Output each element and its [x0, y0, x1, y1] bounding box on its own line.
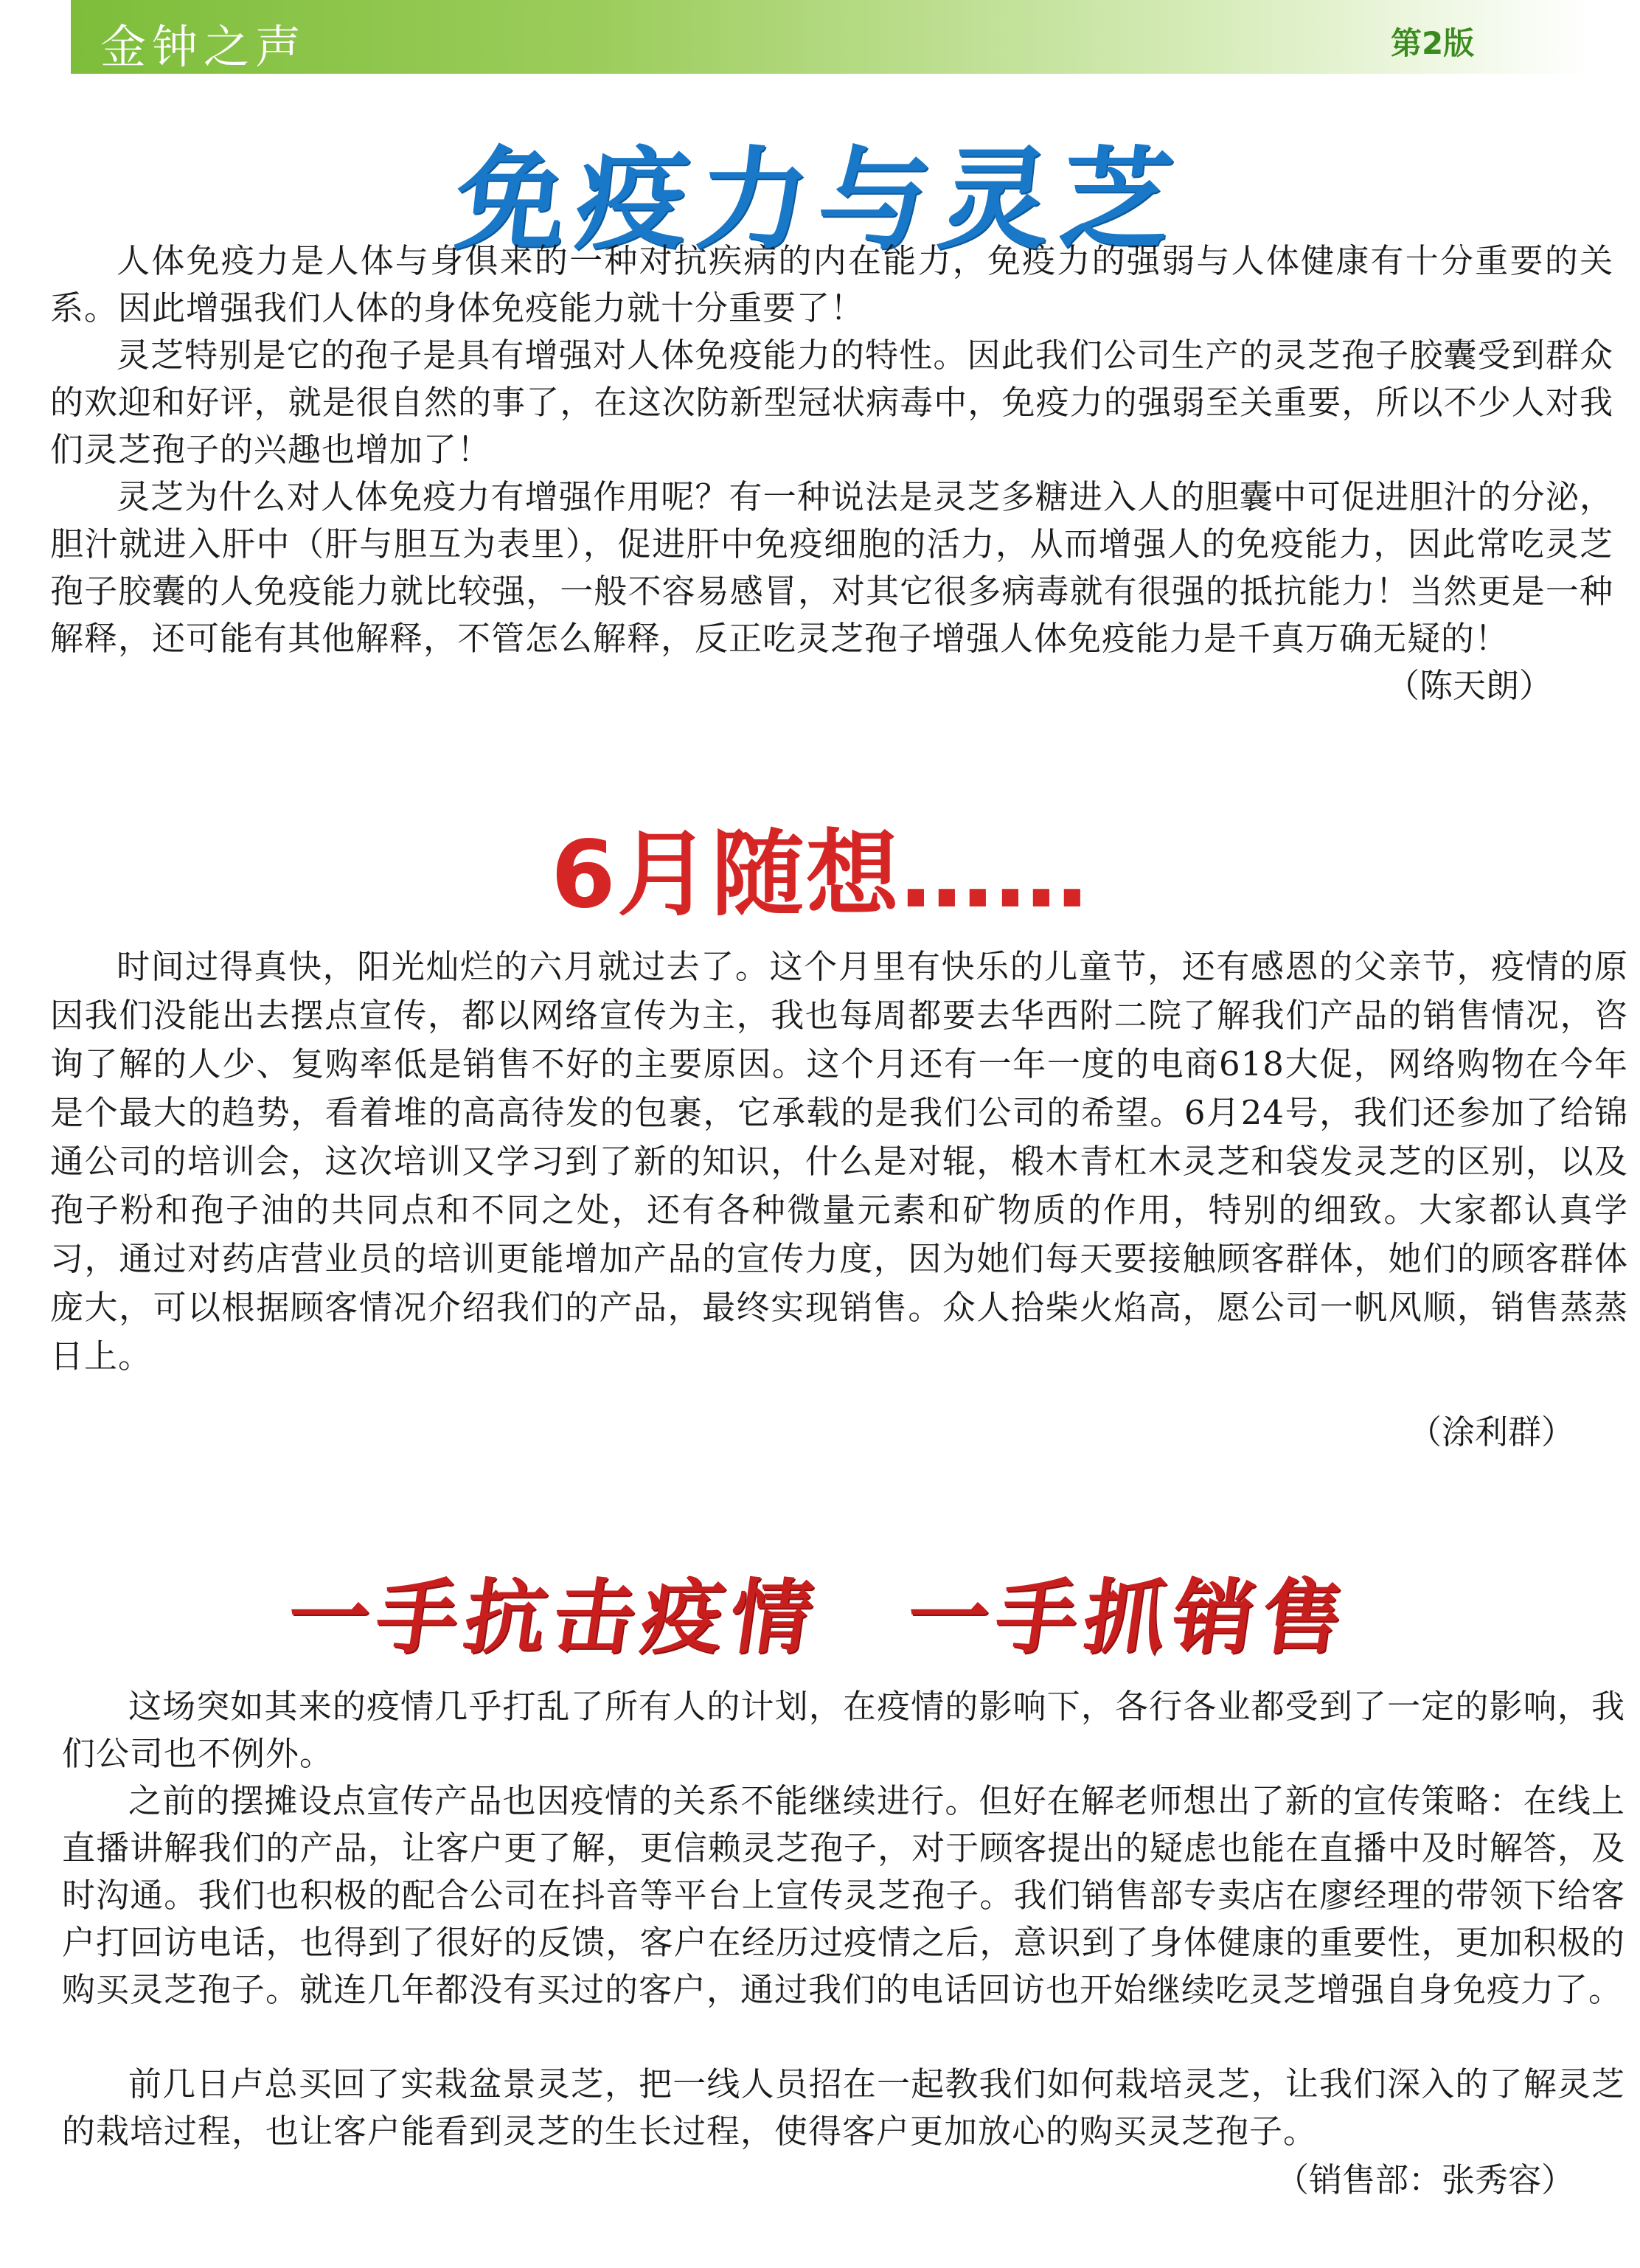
article-title-fight-epidemic-sales: 一手抗击疫情 一手抓销售	[281, 1570, 1357, 1665]
article3-author: （销售部：张秀容）	[1276, 2160, 1575, 2199]
article1-paragraph-3: 灵芝为什么对人体免疫力有增强作用呢？有一种说法是灵芝多糖进入人的胆囊中可促进胆汁的分泌，胆汁就进入肝中（肝与胆互为表里），促进肝中免疫细胞的活力，从而增强人的免疫能力，因此常吃灵芝孢子胶囊的人免疫能力就比较强，一般不容易感冒，对其它很多病毒就有很强的抵抗能力！当然更是一种解释，还可能有其他解释，不管怎么解释，反正吃灵芝孢子增强人体免疫能力是千真万确无疑的！	[50, 477, 1613, 658]
newsletter-title: 金钟之声	[100, 20, 308, 74]
edition-label: 第2版	[1391, 25, 1475, 61]
article3-paragraph-3: 前几日卢总买回了实栽盆景灵芝，把一线人员招在一起教我们如何栽培灵芝，让我们深入的了解灵芝的栽培过程，也让客户能看到灵芝的生长过程，使得客户更加放心的购买灵芝孢子。	[62, 2064, 1625, 2151]
article1-paragraph-2: 灵芝特别是它的孢子是具有增强对人体免疫能力的特性。因此我们公司生产的灵芝孢子胶囊受到群众的欢迎和好评，就是很自然的事了，在这次防新型冠状病毒中，免疫力的强弱至关重要，所以不少人对我们灵芝孢子的兴趣也增加了！	[50, 336, 1613, 469]
article1-author: （陈天朗）	[1386, 666, 1553, 705]
page-header	[71, 0, 1590, 74]
article3-paragraph-1: 这场突如其来的疫情几乎打乱了所有人的计划，在疫情的影响下，各行各业都受到了一定的影响，我们公司也不例外。	[62, 1687, 1625, 1773]
article-title-immunity: 免疫力与灵芝	[449, 136, 1189, 265]
article-title-june-thoughts: 6月随想……	[551, 820, 1089, 929]
article3-paragraph-2: 之前的摆摊设点宣传产品也因疫情的关系不能继续进行。但好在解老师想出了新的宣传策略：在线上直播讲解我们的产品，让客户更了解，更信赖灵芝孢子，对于顾客提出的疑虑也能在直播中及时解答，及时沟通。我们也积极的配合公司在抖音等平台上宣传灵芝孢子。我们销售部专卖店在廖经理的带领下给客户打回访电话，也得到了很好的反馈，客户在经历过疫情之后，意识到了身体健康的重要性，更加积极的购买灵芝孢子。就连几年都没有买过的客户，通过我们的电话回访也开始继续吃灵芝增强自身免疫力了。	[62, 1781, 1625, 2009]
article1-paragraph-1: 人体免疫力是人体与身俱来的一种对抗疾病的内在能力，免疫力的强弱与人体健康有十分重要的关系。因此增强我们人体的身体免疫能力就十分重要了！	[50, 241, 1613, 327]
article2-author: （涂利群）	[1408, 1412, 1575, 1452]
article2-paragraph-1: 时间过得真快，阳光灿烂的六月就过去了。这个月里有快乐的儿童节，还有感恩的父亲节，疫情的原因我们没能出去摆点宣传，都以网络宣传为主，我也每周都要去华西附二院了解我们产品的销售情况，咨询了解的人少、复购率低是销售不好的主要原因。这个月还有一年一度的电商618大促，网络购物在今年是个最大的趋势，看着堆的高高待发的包裹，它承载的是我们公司的希望。6月24号，我们还参加了给锦通公司的培训会，这次培训又学习到了新的知识，什么是对辊，椴木青杠木灵芝和袋发灵芝的区别，以及孢子粉和孢子油的共同点和不同之处，还有各种微量元素和矿物质的作用，特别的细致。大家都认真学习，通过对药店营业员的培训更能增加产品的宣传力度，因为她们每天要接触顾客群体，她们的顾客群体庞大，可以根据顾客情况介绍我们的产品，最终实现销售。众人拾柴火焰高，愿公司一帆风顺，销售蒸蒸日上。	[50, 947, 1628, 1376]
